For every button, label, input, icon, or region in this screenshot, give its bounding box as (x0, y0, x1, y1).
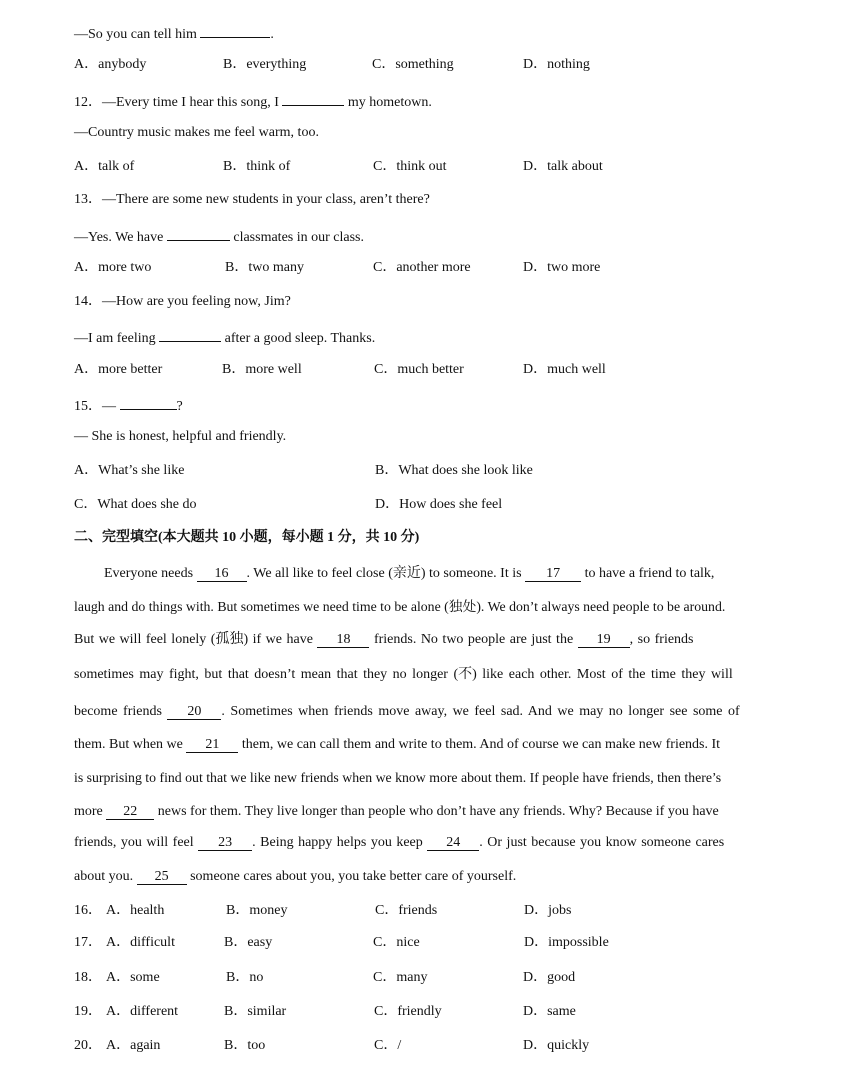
answer-blank (167, 226, 230, 241)
cloze-option-a[interactable]: A．different (106, 1004, 179, 1019)
blank-22[interactable]: 22 (106, 804, 154, 820)
passage-text: . Being happy helps you keep (252, 835, 428, 850)
q15-reply: — She is honest, helpful and friendly. (74, 429, 287, 444)
passage-text: more (74, 804, 107, 819)
passage-text: them. But when we (74, 737, 187, 752)
answer-blank (159, 327, 221, 342)
q14-reply-end: after a good sleep. Thanks. (221, 331, 376, 346)
q14-reply (74, 327, 375, 348)
passage-text: . Sometimes when friends move away, we feel sad. And we may no longer see some of (221, 704, 740, 719)
blank-24[interactable]: 24 (427, 835, 479, 851)
cloze-option-d[interactable]: D．good (523, 970, 576, 985)
q12-reply: —Country music makes me feel warm, too. (74, 125, 319, 140)
cloze-number: 17． (74, 935, 102, 950)
q12-option-b[interactable]: B．think of (223, 159, 291, 174)
passage-text: become friends (74, 704, 168, 719)
q13-reply (74, 226, 364, 247)
q15-option-a[interactable]: A．What’s she like (74, 463, 185, 478)
q12-stem-end: my hometown. (344, 95, 432, 110)
q15-option-b[interactable]: B．What does she look like (375, 463, 533, 478)
cloze-number: 20． (74, 1038, 102, 1053)
q11-stem (74, 23, 274, 44)
cloze-number: 19． (74, 1004, 102, 1019)
cloze-option-c[interactable]: C．/ (374, 1038, 402, 1053)
q14-reply-text: —I am feeling (74, 331, 160, 346)
passage-line-5 (74, 703, 740, 721)
cloze-option-b[interactable]: B．too (224, 1038, 266, 1053)
passage-text: someone cares about you, you take better care of yourself. (186, 869, 517, 884)
q15-stem-text: 15．— (74, 399, 120, 414)
passage-line-2: laugh and do things with. But sometimes we need time to be alone (独处). We don’t always need people to be around. (74, 599, 726, 614)
passage-text: . Or just because you know someone cares (479, 835, 725, 850)
q12-stem-text: 12．—Every time I hear this song, I (74, 95, 283, 110)
q15-option-c[interactable]: C．What does she do (74, 497, 197, 512)
cloze-option-d[interactable]: D．jobs (524, 903, 572, 918)
cloze-option-a[interactable]: A．again (106, 1038, 161, 1053)
passage-text: friends, you will feel (74, 835, 199, 850)
cloze-option-c[interactable]: C．many (373, 970, 428, 985)
passage-line-4: sometimes may fight, but that doesn’t mean that they no longer (不) like each other. Most of the time they will (74, 667, 733, 682)
answer-blank (282, 91, 344, 106)
blank-17[interactable]: 17 (525, 566, 581, 582)
q13-option-a[interactable]: A．more two (74, 260, 152, 275)
q15-stem-end: ? (176, 399, 183, 414)
blank-21[interactable]: 21 (186, 737, 238, 753)
cloze-option-d[interactable]: D．same (523, 1004, 576, 1019)
passage-line-6 (74, 736, 720, 754)
q12-stem (74, 91, 432, 112)
blank-18[interactable]: 18 (317, 632, 369, 648)
q11-option-a[interactable]: A．anybody (74, 57, 147, 72)
cloze-option-c[interactable]: C．nice (373, 935, 420, 950)
passage-text: Everyone needs (104, 566, 197, 581)
q13-option-c[interactable]: C．another more (373, 260, 471, 275)
cloze-option-c[interactable]: C．friendly (374, 1004, 442, 1019)
blank-19[interactable]: 19 (578, 632, 630, 648)
passage-text: friends. No two people are just the (369, 632, 578, 647)
cloze-number: 16． (74, 903, 102, 918)
blank-16[interactable]: 16 (197, 566, 247, 582)
passage-text: them, we can call them and write to them. And of course we can make new friends. It (238, 737, 721, 752)
q14-option-b[interactable]: B．more well (222, 362, 302, 377)
q14-option-a[interactable]: A．more better (74, 362, 163, 377)
q15-option-d[interactable]: D．How does she feel (375, 497, 503, 512)
passage-text: , so friends (629, 632, 694, 647)
q13-reply-text: —Yes. We have (74, 230, 167, 245)
q12-option-c[interactable]: C．think out (373, 159, 447, 174)
passage-line-8 (74, 803, 719, 821)
q13-reply-end: classmates in our class. (229, 230, 364, 245)
passage-text: . We all like to feel close (亲近) to someone. It is (246, 566, 526, 581)
section-title: 二、完型填空(本大题共 10 小题，每小题 1 分，共 10 分) (74, 530, 420, 545)
cloze-option-a[interactable]: A．some (106, 970, 160, 985)
q14-option-c[interactable]: C．much better (374, 362, 464, 377)
q12-option-a[interactable]: A．talk of (74, 159, 135, 174)
passage-line-10 (74, 868, 516, 886)
q13-stem: 13．—There are some new students in your class, aren’t there? (74, 192, 430, 207)
q13-option-d[interactable]: D．two more (523, 260, 601, 275)
passage-text: But we will feel lonely (孤独) if we have (74, 632, 318, 647)
cloze-option-a[interactable]: A．difficult (106, 935, 175, 950)
answer-blank (120, 395, 177, 410)
cloze-option-d[interactable]: D．impossible (524, 935, 609, 950)
passage-text: news for them. They live longer than people who don’t have any friends. Why? Because if you have (154, 804, 719, 819)
cloze-option-a[interactable]: A．health (106, 903, 165, 918)
q11-option-d[interactable]: D．nothing (523, 57, 590, 72)
cloze-option-c[interactable]: C．friends (375, 903, 438, 918)
q11-option-c[interactable]: C．something (372, 57, 454, 72)
passage-line-3 (74, 631, 694, 649)
passage-text: to have a friend to talk, (581, 566, 715, 581)
blank-25[interactable]: 25 (137, 869, 187, 885)
q13-option-b[interactable]: B．two many (225, 260, 304, 275)
cloze-number: 18． (74, 970, 102, 985)
cloze-option-b[interactable]: B．easy (224, 935, 273, 950)
answer-blank (200, 23, 270, 38)
blank-20[interactable]: 20 (167, 704, 221, 720)
q15-stem (74, 395, 183, 416)
passage-line-1 (104, 565, 714, 583)
passage-line-7: is surprising to find out that we like new friends when we know more about them. If people have friends, then there’s (74, 770, 722, 785)
cloze-option-b[interactable]: B．no (226, 970, 264, 985)
q14-stem: 14．—How are you feeling now, Jim? (74, 294, 291, 309)
q11-option-b[interactable]: B．everything (223, 57, 307, 72)
q12-option-d[interactable]: D．talk about (523, 159, 603, 174)
q11-stem-text: —So you can tell him (74, 27, 201, 42)
passage-line-9 (74, 834, 724, 852)
cloze-option-b[interactable]: B．similar (224, 1004, 287, 1019)
q11-stem-end: . (270, 27, 274, 42)
cloze-option-b[interactable]: B．money (226, 903, 288, 918)
passage-text: about you. (74, 869, 137, 884)
blank-23[interactable]: 23 (198, 835, 252, 851)
cloze-option-d[interactable]: D．quickly (523, 1038, 590, 1053)
q14-option-d[interactable]: D．much well (523, 362, 606, 377)
